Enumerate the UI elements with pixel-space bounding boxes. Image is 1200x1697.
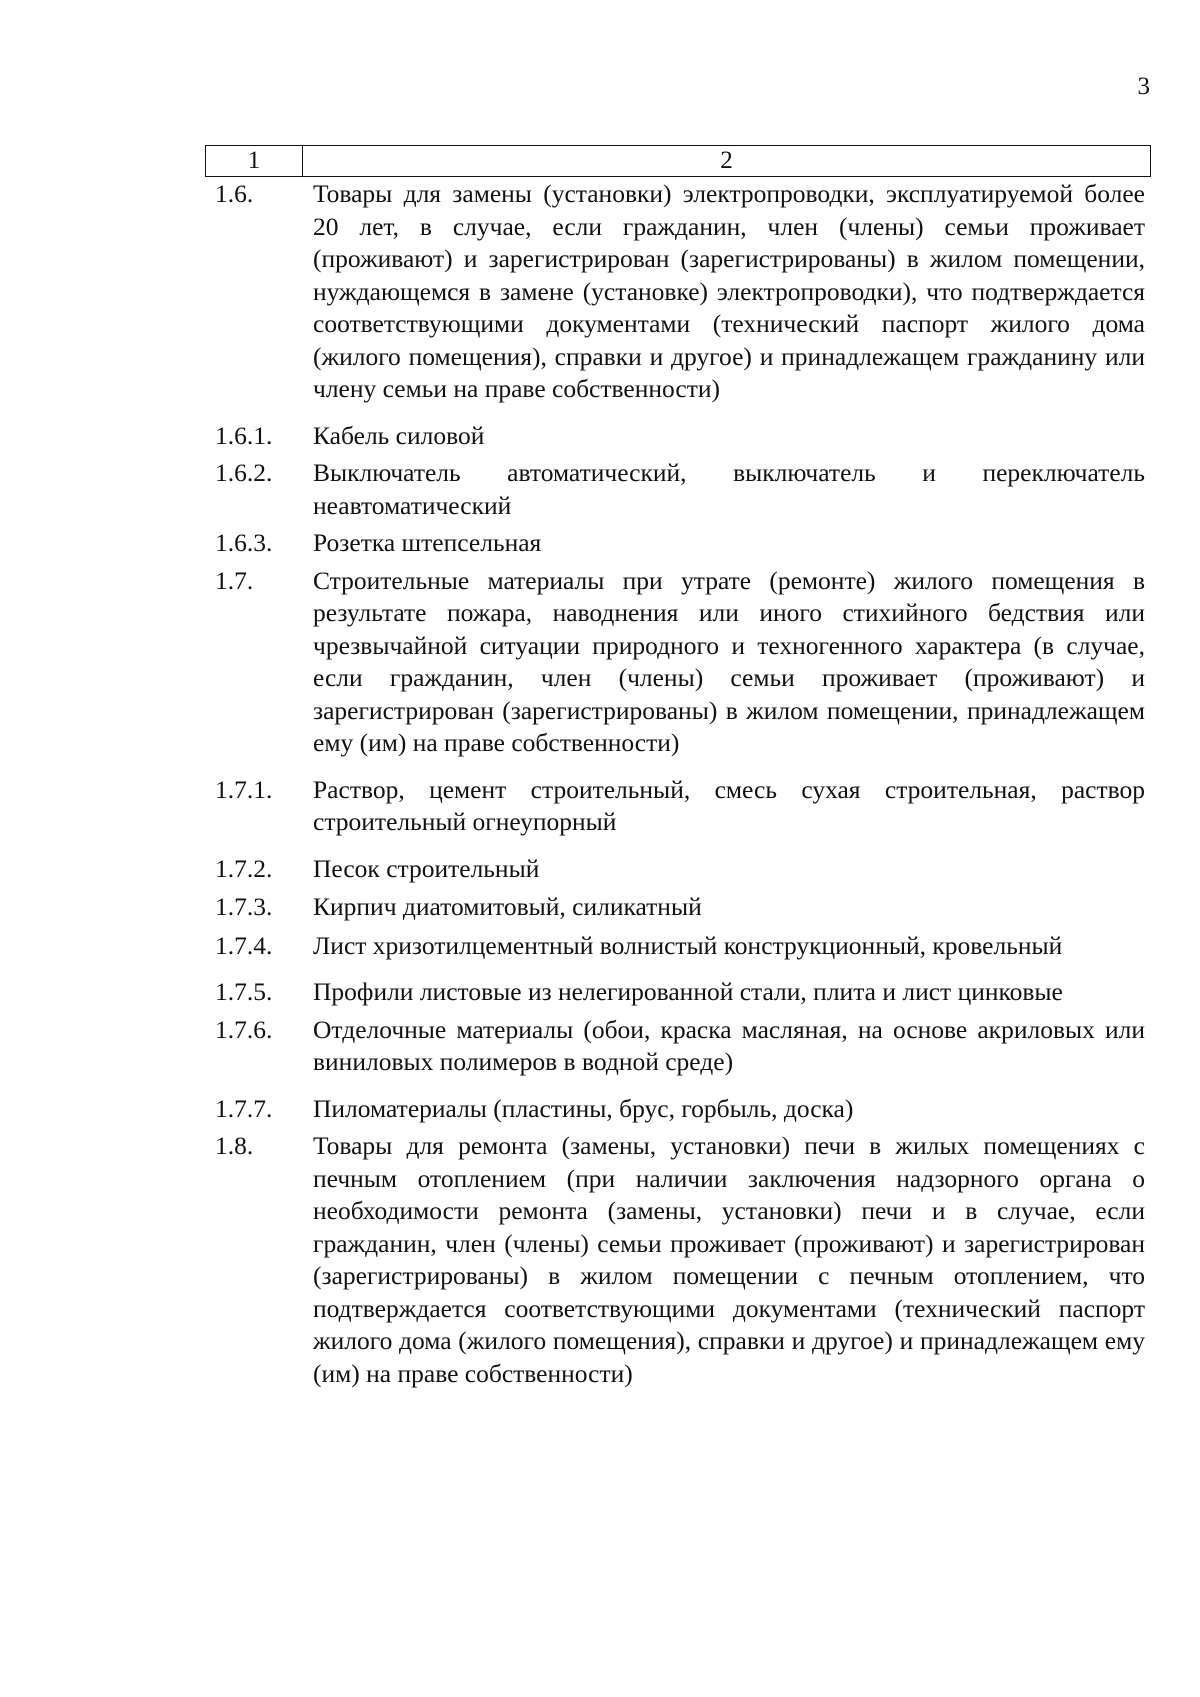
row-text: Выключатель автоматический, выключатель и переключатель неавтоматический xyxy=(313,458,1145,520)
row-text: Розетка штепсельная xyxy=(313,528,542,557)
table-row xyxy=(205,930,1145,963)
row-number: 1.7.4. xyxy=(215,930,273,960)
row-text: Лист хризотилцементный волнистый конструкционный, кровельный xyxy=(313,930,1063,960)
row-text: Кабель силовой xyxy=(313,420,485,450)
table-row xyxy=(205,1093,1145,1126)
row-number: 1.6.3. xyxy=(215,528,273,557)
row-text: Строительные материалы при утрате (ремонте) жилого помещения в результате пожара, наводнения или иного стихийного бедствия или чрезвычайной ситуации природного и техногенного характера (в случае, если гражданин, член (члены) семьи проживает (проживают) и зарегистрирован (зарегистрированы) в жилом помещении, принадлежащем ему (им) на праве собственности) xyxy=(313,565,1145,757)
row-number: 1.7.2. xyxy=(215,853,273,883)
row-number: 1.7.1. xyxy=(215,774,273,804)
table-row xyxy=(205,853,1145,886)
table-row xyxy=(205,527,1145,560)
row-number: 1.7.7. xyxy=(215,1093,273,1123)
table-row xyxy=(205,976,1145,1009)
row-text: Пиломатериалы (пластины, брус, горбыль, доска) xyxy=(313,1093,854,1123)
table-row xyxy=(205,1014,1145,1079)
table-row xyxy=(205,891,1145,924)
table-row xyxy=(205,420,1145,453)
table-row xyxy=(205,457,1145,522)
row-number: 1.8. xyxy=(215,1131,254,1160)
row-text: Отделочные материалы (обои, краска масляная, на основе акриловых или виниловых полимеров в водной среде) xyxy=(313,1014,1145,1076)
table-row xyxy=(205,178,1145,406)
row-number: 1.7.5. xyxy=(215,977,273,1006)
row-text: Товары для ремонта (замены, установки) печи в жилых помещениях с печным отоплением (при наличии заключения надзорного органа о необходимости ремонта (замены, установки) печи и в случае, если гражданин, член (члены) семьи проживает (проживают) и зарегистрирован (зарегистрированы) в жилом помещении с печным отоплением, что подтверждается соответствующими документами (технический паспорт жилого дома (жилого помещения), справки и другое) и принадлежащем ему (им) на праве собственности) xyxy=(313,1131,1145,1388)
row-text: Товары для замены (установки) электропроводки, эксплуатируемой более 20 лет, в случае, если гражданин, член (члены) семьи проживает (проживают) и зарегистрирован (зарегистрированы) в жилом помещении, нуждающемся в замене (установке) электропроводки), что подтверждается соответствующими документами (технический паспорт жилого дома (жилого помещения), справки и другое) и принадлежащем гражданину или члену семьи на праве собственности) xyxy=(313,179,1145,403)
row-number: 1.7. xyxy=(215,565,254,595)
row-text: Профили листовые из нелегированной стали, плита и лист цинковые xyxy=(313,977,1063,1006)
table-body xyxy=(205,178,1145,1390)
row-text: Раствор, цемент строительный, смесь сухая строительная, раствор строительный огнеупорный xyxy=(313,774,1145,836)
row-number: 1.6.2. xyxy=(215,458,273,487)
table-header-col1: 1 xyxy=(206,146,303,176)
row-text: Кирпич диатомитовый, силикатный xyxy=(313,892,702,921)
table-row xyxy=(205,565,1145,760)
row-number: 1.6. xyxy=(215,179,254,208)
table-header-col2: 2 xyxy=(720,147,733,174)
table-header xyxy=(205,145,1151,177)
table-row xyxy=(205,774,1145,839)
row-text: Песок строительный xyxy=(313,853,540,883)
page-number: 3 xyxy=(1137,73,1150,100)
row-number: 1.7.6. xyxy=(215,1014,273,1044)
table-row xyxy=(205,1130,1145,1390)
row-number: 1.7.3. xyxy=(215,892,273,921)
row-number: 1.6.1. xyxy=(215,420,273,450)
